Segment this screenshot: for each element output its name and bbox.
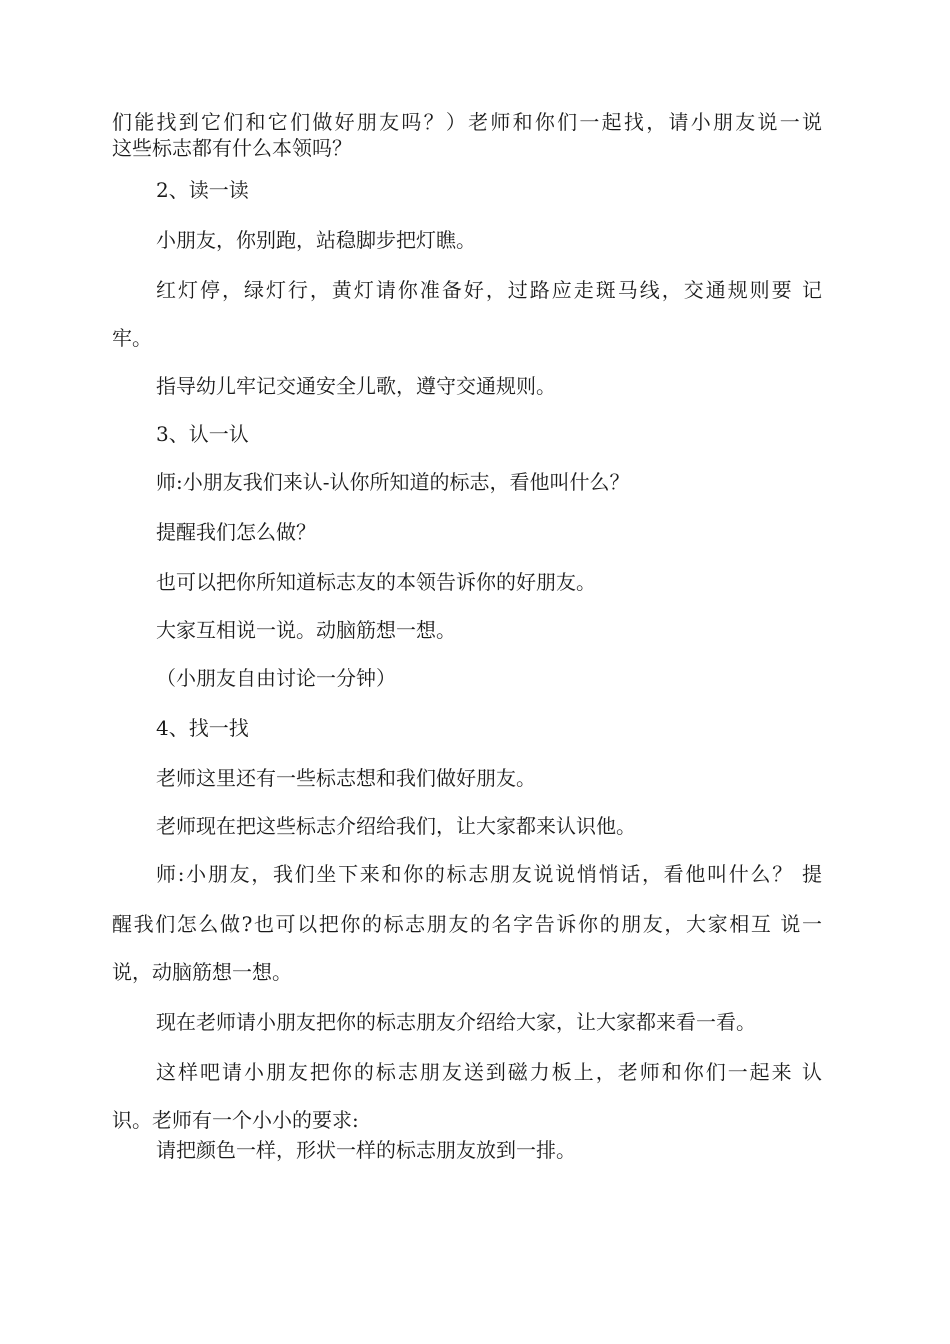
- section-heading: 2、读一读: [156, 178, 249, 202]
- text-line: 老师这里还有一些标志想和我们做好朋友。: [156, 766, 536, 790]
- text-line: 小朋友，你别跑，站稳脚步把灯瞧。: [156, 228, 476, 252]
- text-line: 大家互相说一说。动脑筋想一想。: [156, 618, 456, 642]
- text-line: 识。老师有一个小小的要求:: [112, 1108, 359, 1132]
- text-line: 提醒我们怎么做？: [156, 520, 316, 544]
- text-line: 师:小朋友，我们坐下来和你的标志朋友说说悄悄话，看他叫什么？ 提: [156, 862, 822, 886]
- text-line: 请把颜色一样，形状一样的标志朋友放到一排。: [156, 1138, 576, 1162]
- text-line: 也可以把你所知道标志友的本领告诉你的好朋友。: [156, 570, 596, 594]
- section-heading: 4、找一找: [156, 716, 249, 740]
- text-line: 这些标志都有什么本领吗？: [112, 136, 352, 160]
- section-heading: 3、认一认: [156, 422, 249, 446]
- text-line: 们能找到它们和它们做好朋友吗？）老师和你们一起找，请小朋友说一说: [112, 110, 822, 134]
- text-line: 师:小朋友我们来认-认你所知道的标志，看他叫什么？: [156, 470, 630, 494]
- text-line: 这样吧请小朋友把你的标志朋友送到磁力板上，老师和你们一起来 认: [156, 1060, 822, 1084]
- text-line: （小朋友自由讨论一分钟）: [156, 666, 396, 690]
- text-line: 醒我们怎么做?也可以把你的标志朋友的名字告诉你的朋友，大家相互 说一: [112, 912, 822, 936]
- text-line: 指导幼儿牢记交通安全儿歌，遵守交通规则。: [156, 374, 556, 398]
- text-line: 老师现在把这些标志介绍给我们，让大家都来认识他。: [156, 814, 636, 838]
- text-line: 现在老师请小朋友把你的标志朋友介绍给大家，让大家都来看一看。: [156, 1010, 756, 1034]
- text-line: 说，动脑筋想一想。: [112, 960, 292, 984]
- text-line: 红灯停，绿灯行，黄灯请你准备好，过路应走斑马线，交通规则要 记: [156, 278, 822, 302]
- text-line: 牢。: [112, 326, 152, 350]
